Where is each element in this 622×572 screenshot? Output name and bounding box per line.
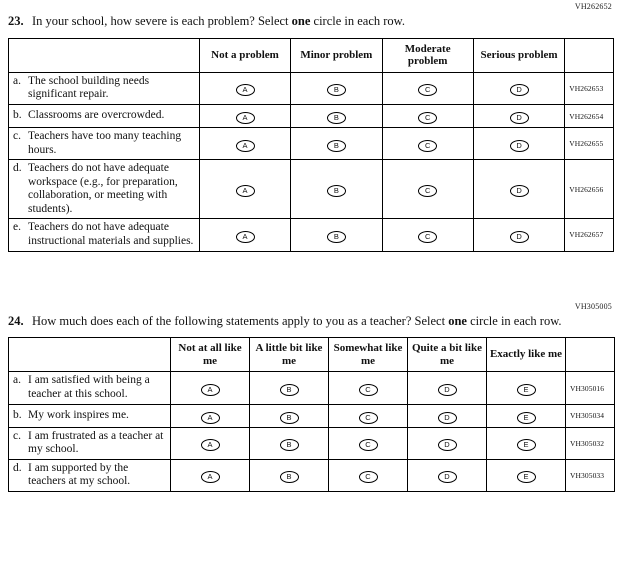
answer-bubble[interactable]: C bbox=[418, 112, 437, 124]
row-code: VH262653 bbox=[565, 72, 614, 104]
question-24-code: VH305005 bbox=[574, 301, 612, 311]
table-row bbox=[9, 72, 614, 104]
question-23-prompt bbox=[8, 14, 568, 30]
header-row bbox=[9, 338, 615, 372]
empty-header-cell bbox=[566, 338, 615, 372]
answer-bubble[interactable]: D bbox=[510, 231, 529, 243]
column-header: Serious problem bbox=[473, 38, 564, 72]
answer-bubble[interactable]: C bbox=[418, 231, 437, 243]
answer-bubble[interactable]: B bbox=[280, 384, 299, 396]
empty-header-cell bbox=[9, 38, 200, 72]
row-label bbox=[9, 160, 200, 219]
row-code: VH305034 bbox=[566, 404, 615, 427]
answer-bubble[interactable]: A bbox=[201, 471, 220, 483]
answer-bubble[interactable]: C bbox=[418, 185, 437, 197]
answer-bubble[interactable]: D bbox=[510, 84, 529, 96]
row-label bbox=[9, 427, 171, 459]
answer-bubble[interactable]: B bbox=[327, 185, 346, 197]
row-text: The school building needs significant repair. bbox=[28, 74, 150, 101]
row-label bbox=[9, 128, 200, 160]
answer-bubble[interactable]: E bbox=[517, 412, 536, 424]
table-row bbox=[9, 105, 614, 128]
row-label bbox=[9, 372, 171, 404]
row-text: Teachers have too many teaching hours. bbox=[28, 130, 182, 156]
row-letter: c. bbox=[13, 130, 21, 143]
row-letter: b. bbox=[13, 109, 22, 122]
row-letter: e. bbox=[13, 221, 21, 234]
answer-bubble[interactable]: B bbox=[327, 140, 346, 152]
row-code: VH305016 bbox=[566, 372, 615, 404]
row-label bbox=[9, 105, 200, 128]
row-code: VH262656 bbox=[565, 160, 614, 219]
row-text: Teachers do not have adequate instructional materials and supplies. bbox=[28, 221, 194, 247]
answer-bubble[interactable]: D bbox=[510, 140, 529, 152]
answer-bubble[interactable]: D bbox=[438, 471, 457, 483]
answer-bubble[interactable]: A bbox=[236, 231, 255, 243]
answer-bubble[interactable]: C bbox=[418, 84, 437, 96]
column-header: Moderate problem bbox=[382, 38, 473, 72]
column-header: Quite a bit like me bbox=[408, 338, 487, 372]
row-letter: d. bbox=[13, 162, 22, 175]
row-letter: b. bbox=[13, 408, 22, 421]
answer-bubble[interactable]: B bbox=[280, 439, 299, 451]
answer-bubble[interactable]: A bbox=[236, 112, 255, 124]
row-label bbox=[9, 404, 171, 427]
row-label bbox=[9, 459, 171, 491]
row-text: I am supported by the teachers at my school. bbox=[28, 461, 131, 488]
row-code: VH262654 bbox=[565, 105, 614, 128]
answer-bubble[interactable]: E bbox=[517, 439, 536, 451]
question-23-text-before: In your school, how severe is each problem? Select bbox=[32, 14, 292, 28]
row-text: Classrooms are overcrowded. bbox=[28, 109, 165, 122]
question-24-number: 24. bbox=[8, 313, 24, 328]
column-header: Not at all like me bbox=[171, 338, 250, 372]
question-24-text bbox=[32, 314, 568, 330]
answer-bubble[interactable]: B bbox=[327, 231, 346, 243]
answer-bubble[interactable]: C bbox=[418, 140, 437, 152]
column-header: Exactly like me bbox=[487, 338, 566, 372]
row-text: I am satisfied with being a teacher at this school. bbox=[28, 374, 150, 400]
table-row bbox=[9, 372, 615, 404]
answer-bubble[interactable]: A bbox=[236, 84, 255, 96]
row-letter: a. bbox=[13, 374, 21, 387]
answer-bubble[interactable]: A bbox=[236, 185, 255, 197]
column-header: Somewhat like me bbox=[329, 338, 408, 372]
question-24-prompt bbox=[8, 314, 568, 330]
row-letter: a. bbox=[13, 74, 21, 87]
question-23-section bbox=[0, 0, 622, 252]
answer-bubble[interactable]: C bbox=[359, 471, 378, 483]
question-23-table bbox=[8, 38, 614, 252]
answer-bubble[interactable]: C bbox=[359, 412, 378, 424]
column-header: Minor problem bbox=[291, 38, 382, 72]
row-letter: c. bbox=[13, 429, 21, 442]
empty-header-cell bbox=[565, 38, 614, 72]
answer-bubble[interactable]: A bbox=[201, 384, 220, 396]
question-24-section bbox=[0, 300, 622, 492]
row-letter: d. bbox=[13, 461, 22, 474]
question-24-text-after: circle in each row. bbox=[466, 313, 562, 328]
table-row bbox=[9, 459, 615, 491]
question-23-number: 23. bbox=[8, 14, 24, 28]
question-23-code: VH262652 bbox=[574, 2, 612, 11]
question-24-text-bold: one bbox=[448, 313, 467, 328]
row-label bbox=[9, 72, 200, 104]
answer-bubble[interactable]: E bbox=[517, 471, 536, 483]
answer-bubble[interactable]: C bbox=[359, 384, 378, 396]
question-23-text-after: circle in each row. bbox=[310, 14, 406, 28]
answer-bubble[interactable]: D bbox=[438, 439, 457, 451]
row-text: Teachers do not have adequate workspace (e.g., for preparation, collaboration, or meeting with students). bbox=[28, 162, 178, 215]
row-code: VH262655 bbox=[565, 128, 614, 160]
table-row bbox=[9, 427, 615, 459]
row-code: VH305033 bbox=[566, 459, 615, 491]
header-row bbox=[9, 38, 614, 72]
table-row bbox=[9, 404, 615, 427]
answer-bubble[interactable]: A bbox=[201, 439, 220, 451]
answer-bubble[interactable]: B bbox=[280, 412, 299, 424]
answer-bubble[interactable]: D bbox=[438, 384, 457, 396]
answer-bubble[interactable]: B bbox=[327, 112, 346, 124]
row-code: VH262657 bbox=[565, 219, 614, 251]
answer-bubble[interactable]: C bbox=[359, 439, 378, 451]
question-24-text-before: How much does each of the following statements apply to you as a teacher? Select bbox=[32, 313, 449, 328]
table-row bbox=[9, 219, 614, 251]
row-code: VH305032 bbox=[566, 427, 615, 459]
table-row bbox=[9, 128, 614, 160]
row-label bbox=[9, 219, 200, 251]
answer-bubble[interactable]: D bbox=[510, 185, 529, 197]
question-24-table bbox=[8, 337, 615, 492]
answer-bubble[interactable]: B bbox=[280, 471, 299, 483]
row-text: My work inspires me. bbox=[28, 408, 129, 421]
row-text: I am frustrated as a teacher at my school. bbox=[28, 429, 164, 456]
section-spacer bbox=[0, 252, 622, 300]
table-row bbox=[9, 160, 614, 219]
column-header: Not a problem bbox=[199, 38, 290, 72]
answer-bubble[interactable]: D bbox=[438, 412, 457, 424]
answer-bubble[interactable]: A bbox=[236, 140, 255, 152]
column-header: A little bit like me bbox=[250, 338, 329, 372]
answer-bubble[interactable]: D bbox=[510, 112, 529, 124]
question-23-text-bold: one bbox=[291, 14, 311, 28]
answer-bubble[interactable]: E bbox=[517, 384, 536, 396]
answer-bubble[interactable]: B bbox=[327, 84, 346, 96]
question-23-text bbox=[32, 14, 568, 30]
answer-bubble[interactable]: A bbox=[201, 412, 220, 424]
empty-header-cell bbox=[9, 338, 171, 372]
